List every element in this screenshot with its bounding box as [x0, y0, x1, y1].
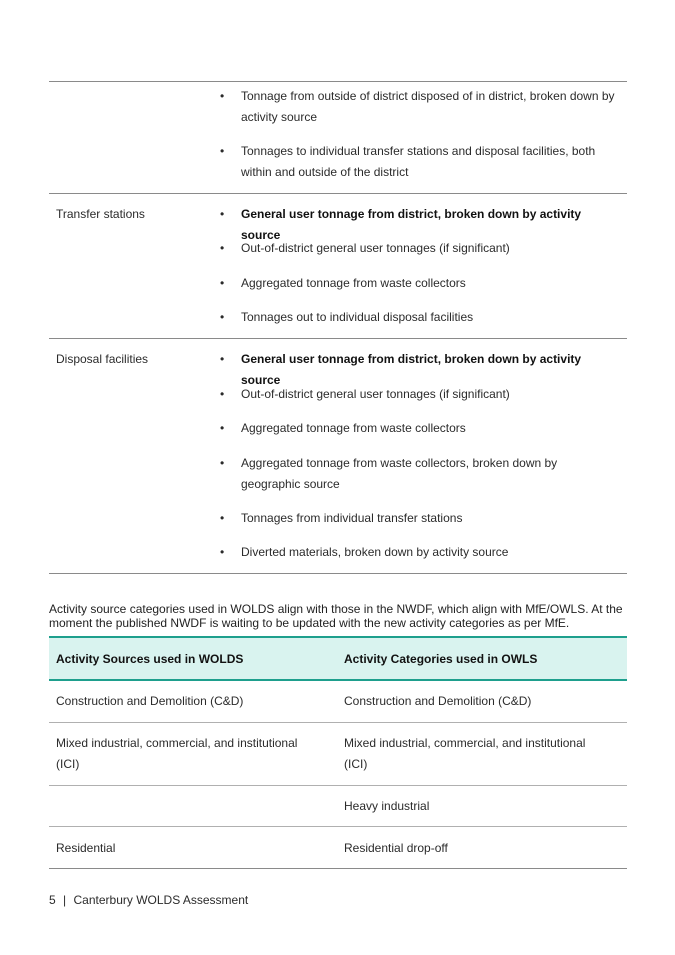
table-row-divider	[49, 338, 627, 339]
footer-separator: |	[63, 893, 67, 907]
table-bottom-rule	[49, 868, 627, 869]
page-number: 5	[49, 893, 56, 907]
table-header-bottom-rule	[49, 679, 627, 681]
list-item: General user tonnage from district, broken down by activity source	[241, 352, 582, 387]
list-item: Tonnages out to individual disposal facilities	[241, 310, 474, 324]
document-title: Canterbury WOLDS Assessment	[73, 893, 249, 907]
table-cell: Construction and Demolition (C&D)	[344, 694, 532, 708]
bullet-icon: •	[220, 352, 225, 366]
list-item: Aggregated tonnage from waste collectors	[241, 421, 466, 435]
table-cell: Mixed industrial, commercial, and institutional (ICI)	[56, 736, 298, 771]
table-cell: Residential drop-off	[344, 841, 448, 855]
bullet-icon: •	[220, 144, 225, 158]
row-label: Transfer stations	[56, 207, 145, 221]
bullet-icon: •	[220, 456, 225, 470]
list-item: Aggregated tonnage from waste collectors	[241, 276, 466, 290]
table-row-divider	[49, 722, 627, 723]
bullet-icon: •	[220, 511, 225, 525]
bullet-icon: •	[220, 310, 225, 324]
bullet-icon: •	[220, 207, 225, 221]
bullet-icon: •	[220, 421, 225, 435]
list-item: Tonnages from individual transfer stations	[241, 511, 463, 525]
page-footer	[49, 893, 248, 907]
table-top-rule	[49, 81, 627, 82]
body-paragraph: Activity source categories used in WOLDS align with those in the NWDF, which align with MfE/OWLS. At the moment the published NWDF is waiting to be updated with the new activity categories as per MfE.	[49, 602, 623, 630]
bullet-icon: •	[220, 89, 225, 103]
bullet-icon: •	[220, 545, 225, 559]
table-row-divider	[49, 785, 627, 786]
bullet-icon: •	[220, 276, 225, 290]
table-row-divider	[49, 826, 627, 827]
list-item: Aggregated tonnage from waste collectors, broken down by geographic source	[241, 456, 558, 491]
list-item: Out-of-district general user tonnages (if significant)	[241, 387, 510, 401]
table-cell: Residential	[56, 841, 116, 855]
list-item: Out-of-district general user tonnages (if significant)	[241, 241, 510, 255]
list-item: General user tonnage from district, broken down by activity source	[241, 207, 582, 242]
table-cell: Heavy industrial	[344, 799, 430, 813]
table-row-divider	[49, 193, 627, 194]
list-item: Diverted materials, broken down by activity source	[241, 545, 509, 559]
column-header-wolds: Activity Sources used in WOLDS	[56, 652, 244, 666]
list-item: Tonnages to individual transfer stations and disposal facilities, both within and outside of the district	[241, 144, 596, 179]
list-item: Tonnage from outside of district disposed of in district, broken down by activity source	[241, 89, 615, 124]
column-header-owls: Activity Categories used in OWLS	[344, 652, 538, 666]
table-cell: Construction and Demolition (C&D)	[56, 694, 244, 708]
bullet-icon: •	[220, 387, 225, 401]
table-cell: Mixed industrial, commercial, and institutional (ICI)	[344, 736, 586, 771]
bullet-icon: •	[220, 241, 225, 255]
table-bottom-rule	[49, 573, 627, 574]
row-label: Disposal facilities	[56, 352, 149, 366]
